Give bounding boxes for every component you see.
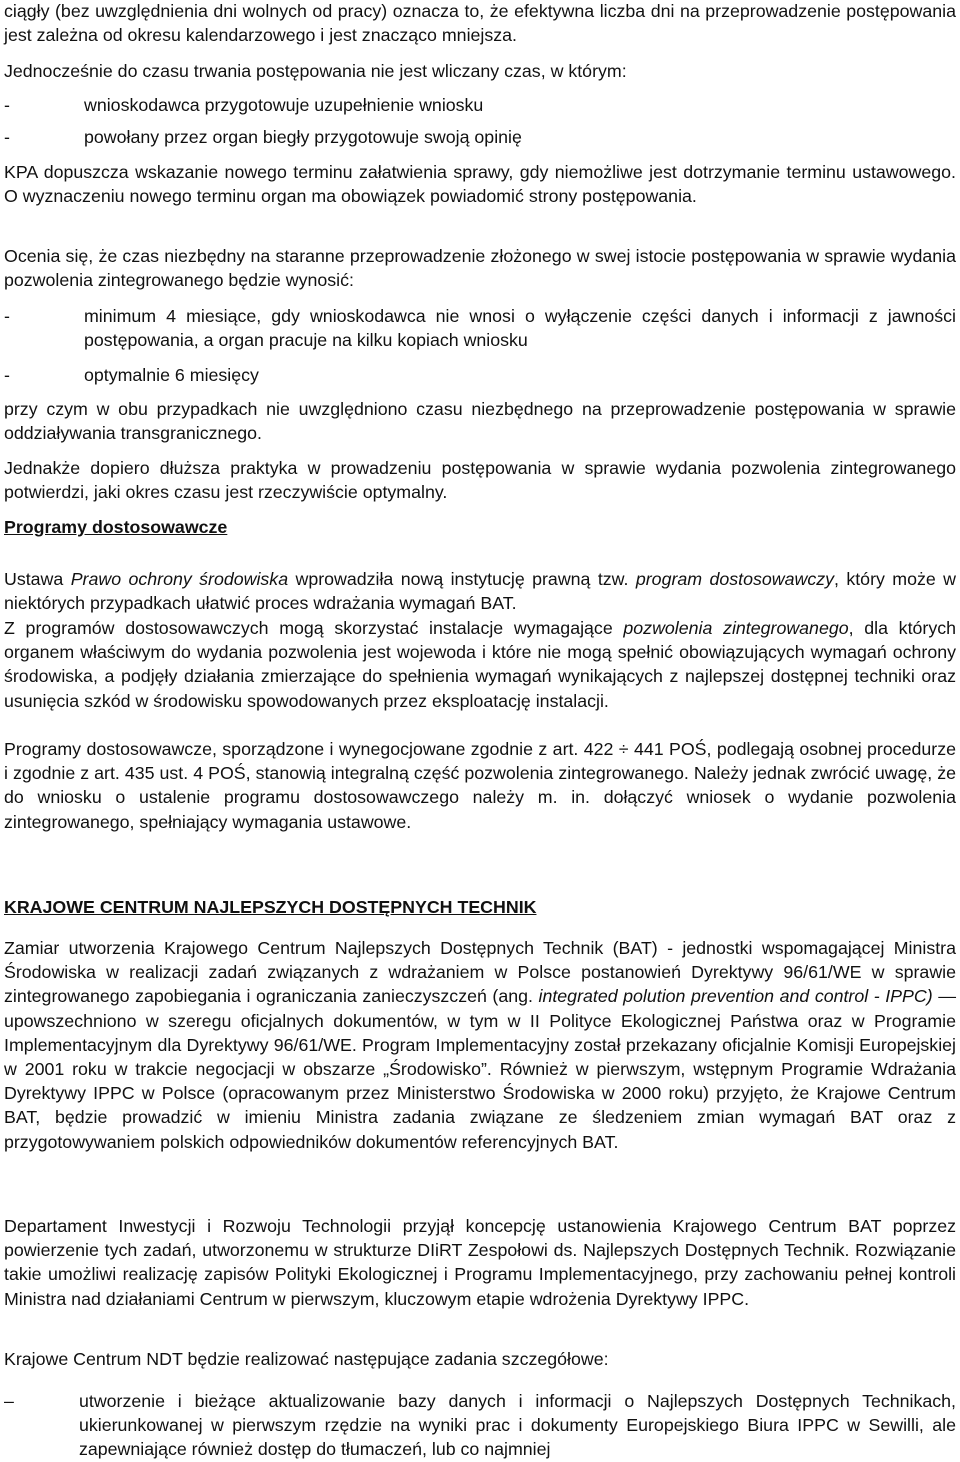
text-run: Zamiar utworzenia Krajowego Centrum Najlepszych Dostępnych Technik (BAT) - jednostki wspomagającej Ministra Środowiska w realizacji zadań związanych z wdrażaniem w Polsce postanowień Dyrektywy 96/61/WE w sprawie zintegrowanego zapobiegania i ograniczania zanieczyszczeń (ang. [4,938,956,1007]
text-run: — upowszechniono w szeregu oficjalnych dokumentów, w tym w II Polityce Ekologicznej Państwa oraz w Programie Implementacyjnym dla Dyrektywy 96/61/WE. Program Implementacyjny został przekazany oficjalnie Komisji Europejskiej w 2001 roku w trakcie negocjacji w obszarze „Środowisko”. Również w pierwszym, wstępnym Programie Wdrażania Dyrektywy IPPC w Polsce (opracowanym przez Ministerstwo Środowiska w 2000 roku) przyjęto, że Krajowe Centrum BAT, będzie prowadzić w imieniu Ministra zadania związane ze śledzeniem zmian wymagań BAT oraz z przygotowywaniem polskich odpowiedników dokumentów referencyjnych BAT. [4,986,956,1152]
paragraph: przy czym w obu przypadkach nie uwzględniono czasu niezbędnego na przeprowadzenie postępowania w sprawie oddziaływania transgranicznego. [4,399,956,444]
italic-text: Prawo ochrony środowiska [70,569,289,589]
paragraph: Ocenia się, że czas niezbędny na staranne przeprowadzenie złożonego w swej istocie postępowania w sprawie wydania pozwolenia zintegrowanego będzie wynosić: [4,246,956,291]
list-item [4,363,956,387]
paragraph: Departament Inwestycji i Rozwoju Technologii przyjął koncepcję ustanowienia Krajowego Centrum BAT poprzez powierzenie tych zadań, utworzonemu w strukturze DIiRT Zespołowi ds. Najlepszych Dostępnych Technik. Rozwiązanie takie umożliwi realizację zapisów Polityki Ekologicznej i Programu Implementacyjnego, przy zachowaniu pełnej kontroli Ministra nad działaniami Centrum w pierwszym, kluczowym etapie wdrożenia Dyrektywy IPPC. [4,1216,956,1309]
list-dash: - [4,127,10,147]
list-item-text: powołany przez organ biegły przygotowuje swoją opinię [84,127,522,147]
list-item [4,93,956,117]
paragraph [4,567,956,615]
text-run: Z programów dostosowawczych mogą skorzystać instalacje wymagające [4,618,624,638]
italic-text: integrated polution prevention and control - IPPC) [538,986,933,1007]
list-dash: – [4,1391,14,1411]
paragraph: Jednakże dopiero dłuższa praktyka w prowadzeniu postępowania w sprawie wydania pozwolenia zintegrowanego potwierdzi, jaki okres czasu jest rzeczywiście optymalny. [4,458,956,503]
paragraph [4,936,956,1154]
list-dash: - [4,95,10,115]
text-run: Ustawa [4,569,71,589]
paragraph: KPA dopuszcza wskazanie nowego terminu załatwienia sprawy, gdy niemożliwe jest dotrzymanie terminu ustawowego. O wyznaczeniu nowego terminu organ ma obowiązek powiadomić strony postępowania. [4,162,956,207]
text-run: , dla których organem właściwym do wydania pozwolenia jest wojewoda i które nie mogą spełnić obowiązujących wymagań ochrony środowiska, a podjęły działania zmierzające do spełnienia wymagań wynikających z najlepszej dostępnej techniki oraz usunięcia szkód w środowisku spowodowanych przez eksploatację instalacji. [4,618,956,711]
paragraph: Krajowe Centrum NDT będzie realizować następujące zadania szczegółowe: [4,1349,609,1369]
list-dash: - [4,306,10,326]
italic-text: pozwolenia zintegrowanego [623,618,849,638]
italic-text: program dostosowawczy [635,569,835,589]
list-item-text: optymalnie 6 miesięcy [84,365,259,385]
paragraph: Jednocześnie do czasu trwania postępowania nie jest wliczany czas, w którym: [4,61,627,81]
list-item [4,1389,956,1462]
list-item-text: utworzenie i bieżące aktualizowanie bazy danych i informacji o Najlepszych Dostępnych Technikach, ukierunkowanej w pierwszym rzędzie na wyniki prac i dokumenty Europejskiego Biura IPPC w Sewilli, ale zapewniające również dostęp do tłumaczeń, lub co najmniej [79,1391,956,1460]
text-run: wprowadziła nową instytucję prawną tzw. [288,569,636,589]
list-item-text: minimum 4 miesiące, gdy wnioskodawca nie wnosi o wyłączenie części danych i informacji z jawności postępowania, a organ pracuje na kilku kopiach wniosku [84,306,956,351]
paragraph [4,616,956,713]
section-heading: KRAJOWE CENTRUM NAJLEPSZYCH DOSTĘPNYCH TECHNIK [4,897,537,917]
list-item-text: wnioskodawca przygotowuje uzupełnienie wniosku [84,95,484,115]
list-item [4,304,956,352]
list-item [4,125,956,149]
paragraph: Programy dostosowawcze, sporządzone i wynegocjowane zgodnie z art. 422 ÷ 441 POŚ, podlegają osobnej procedurze i zgodnie z art. 435 ust. 4 POŚ, stanowią integralną część pozwolenia zintegrowanego. Należy jednak zwrócić uwagę, że do wniosku o ustalenie programu dostosowawczego należy m. in. dołączyć wniosek o wydanie pozwolenia zintegrowanego, spełniający wymagania ustawowe. [4,739,956,832]
paragraph: ciągły (bez uwzględnienia dni wolnych od pracy) oznacza to, że efektywna liczba dni na przeprowadzenie postępowania jest zależna od okresu kalendarzowego i jest znacząco mniejsza. [4,1,956,46]
text-run: , który może w niektórych przypadkach ułatwić proces wdrażania wymagań BAT. [4,569,956,614]
section-heading: Programy dostosowawcze [4,517,228,537]
list-dash: - [4,365,10,385]
